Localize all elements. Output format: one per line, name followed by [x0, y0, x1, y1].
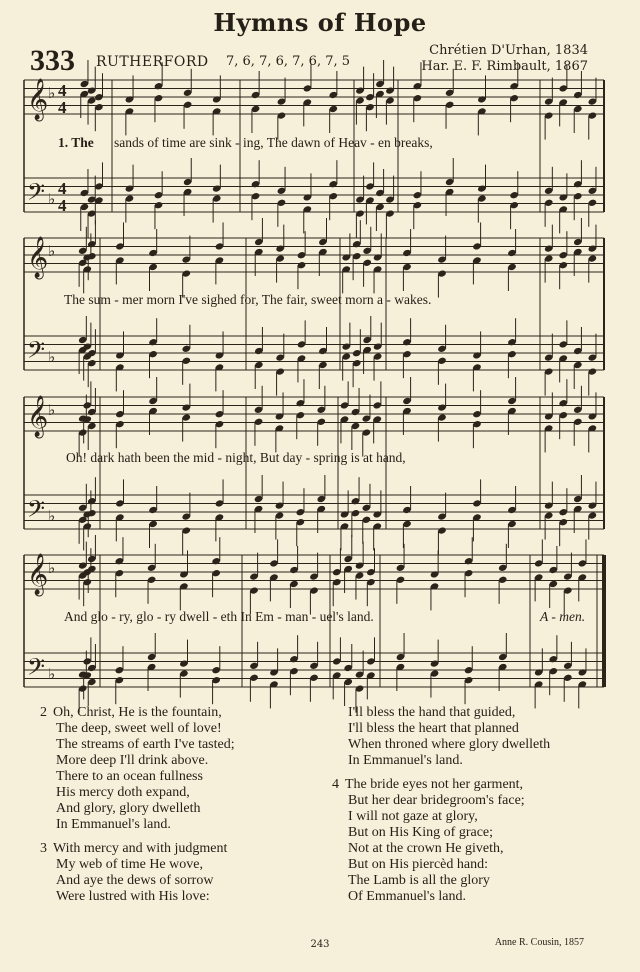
amen-lyric: A - men. — [540, 609, 586, 624]
lyric-line-4: And glo - ry, glo - ry dwell - eth In Em - man - uel's land. — [64, 609, 374, 624]
verse-4: 4 The bride eyes not her garment, But her dear bridegroom's face; I will not gaze at glory, But on His King of grace; Not at the crown He giveth, But on His piercèd hand: The Lamb is all the glory Of Emmanuel's land. — [332, 777, 525, 904]
treble-clef-icon: 𝄞 — [27, 237, 49, 278]
treble-clef-icon: 𝄞 — [27, 396, 49, 437]
flat-icon: ♭ — [48, 190, 56, 208]
bass-clef-icon: 𝄢 — [27, 178, 46, 211]
flat-icon: ♭ — [48, 401, 56, 419]
lyric-line-1: sands of time are sink - ing, The dawn of Heav - en breaks, — [114, 135, 433, 150]
verse-2: 2 Oh, Christ, He is the fountain, The deep, sweet well of love! The streams of earth I've tasted; More deep I'll drink above. There to an ocean fullness His mercy doth expand, And glory, glory dwelleth In Emmanuel's land. — [40, 705, 235, 832]
composer-credit: Chrétien D'Urhan, 1834 — [429, 43, 588, 58]
verses-right-column — [332, 705, 550, 913]
flat-icon: ♭ — [48, 84, 56, 102]
treble-clef-icon: 𝄞 — [27, 79, 49, 120]
flat-icon: ♭ — [48, 665, 56, 683]
lyric-line-1-prefix: 1. The — [58, 135, 94, 150]
flat-icon: ♭ — [48, 348, 56, 366]
flat-icon: ♭ — [48, 559, 56, 577]
time-signature: 4 — [58, 81, 67, 100]
text-author: Anne R. Cousin, 1857 — [494, 937, 584, 948]
harmonizer-credit: Har. E. F. Rimbault, 1867 — [421, 59, 588, 74]
hymn-number: 333 — [30, 44, 75, 77]
page-number: 243 — [310, 939, 330, 950]
verse-3: 3 With mercy and with judgment My web of time He wove, And aye the dews of sorrow Were lustred with His love: — [40, 841, 228, 904]
verse-3-continued: I'll bless the hand that guided, I'll bless the heart that planned When throned where glory dwelleth In Emmanuel's land. — [348, 705, 551, 768]
flat-icon: ♭ — [48, 242, 56, 260]
tune-name: RUTHERFORD — [96, 54, 209, 70]
meter: 7, 6, 7, 6, 7, 6, 7, 5 — [226, 54, 351, 69]
verses-left-column — [40, 705, 235, 913]
time-signature: 4 — [58, 179, 67, 198]
page-title: Hymns of Hope — [213, 8, 427, 37]
lyric-line-3: Oh! dark hath been the mid - night, But day - spring is at hand, — [66, 450, 406, 465]
bass-clef-icon: 𝄢 — [27, 336, 46, 369]
flat-icon: ♭ — [48, 507, 56, 525]
treble-clef-icon: 𝄞 — [27, 554, 49, 595]
time-signature: 4 — [58, 98, 67, 117]
bass-clef-icon: 𝄢 — [27, 653, 46, 686]
bass-clef-icon: 𝄢 — [27, 495, 46, 528]
lyric-line-2: The sum - mer morn I've sighed for, The fair, sweet morn a - wakes. — [64, 292, 432, 307]
time-signature: 4 — [58, 196, 67, 215]
